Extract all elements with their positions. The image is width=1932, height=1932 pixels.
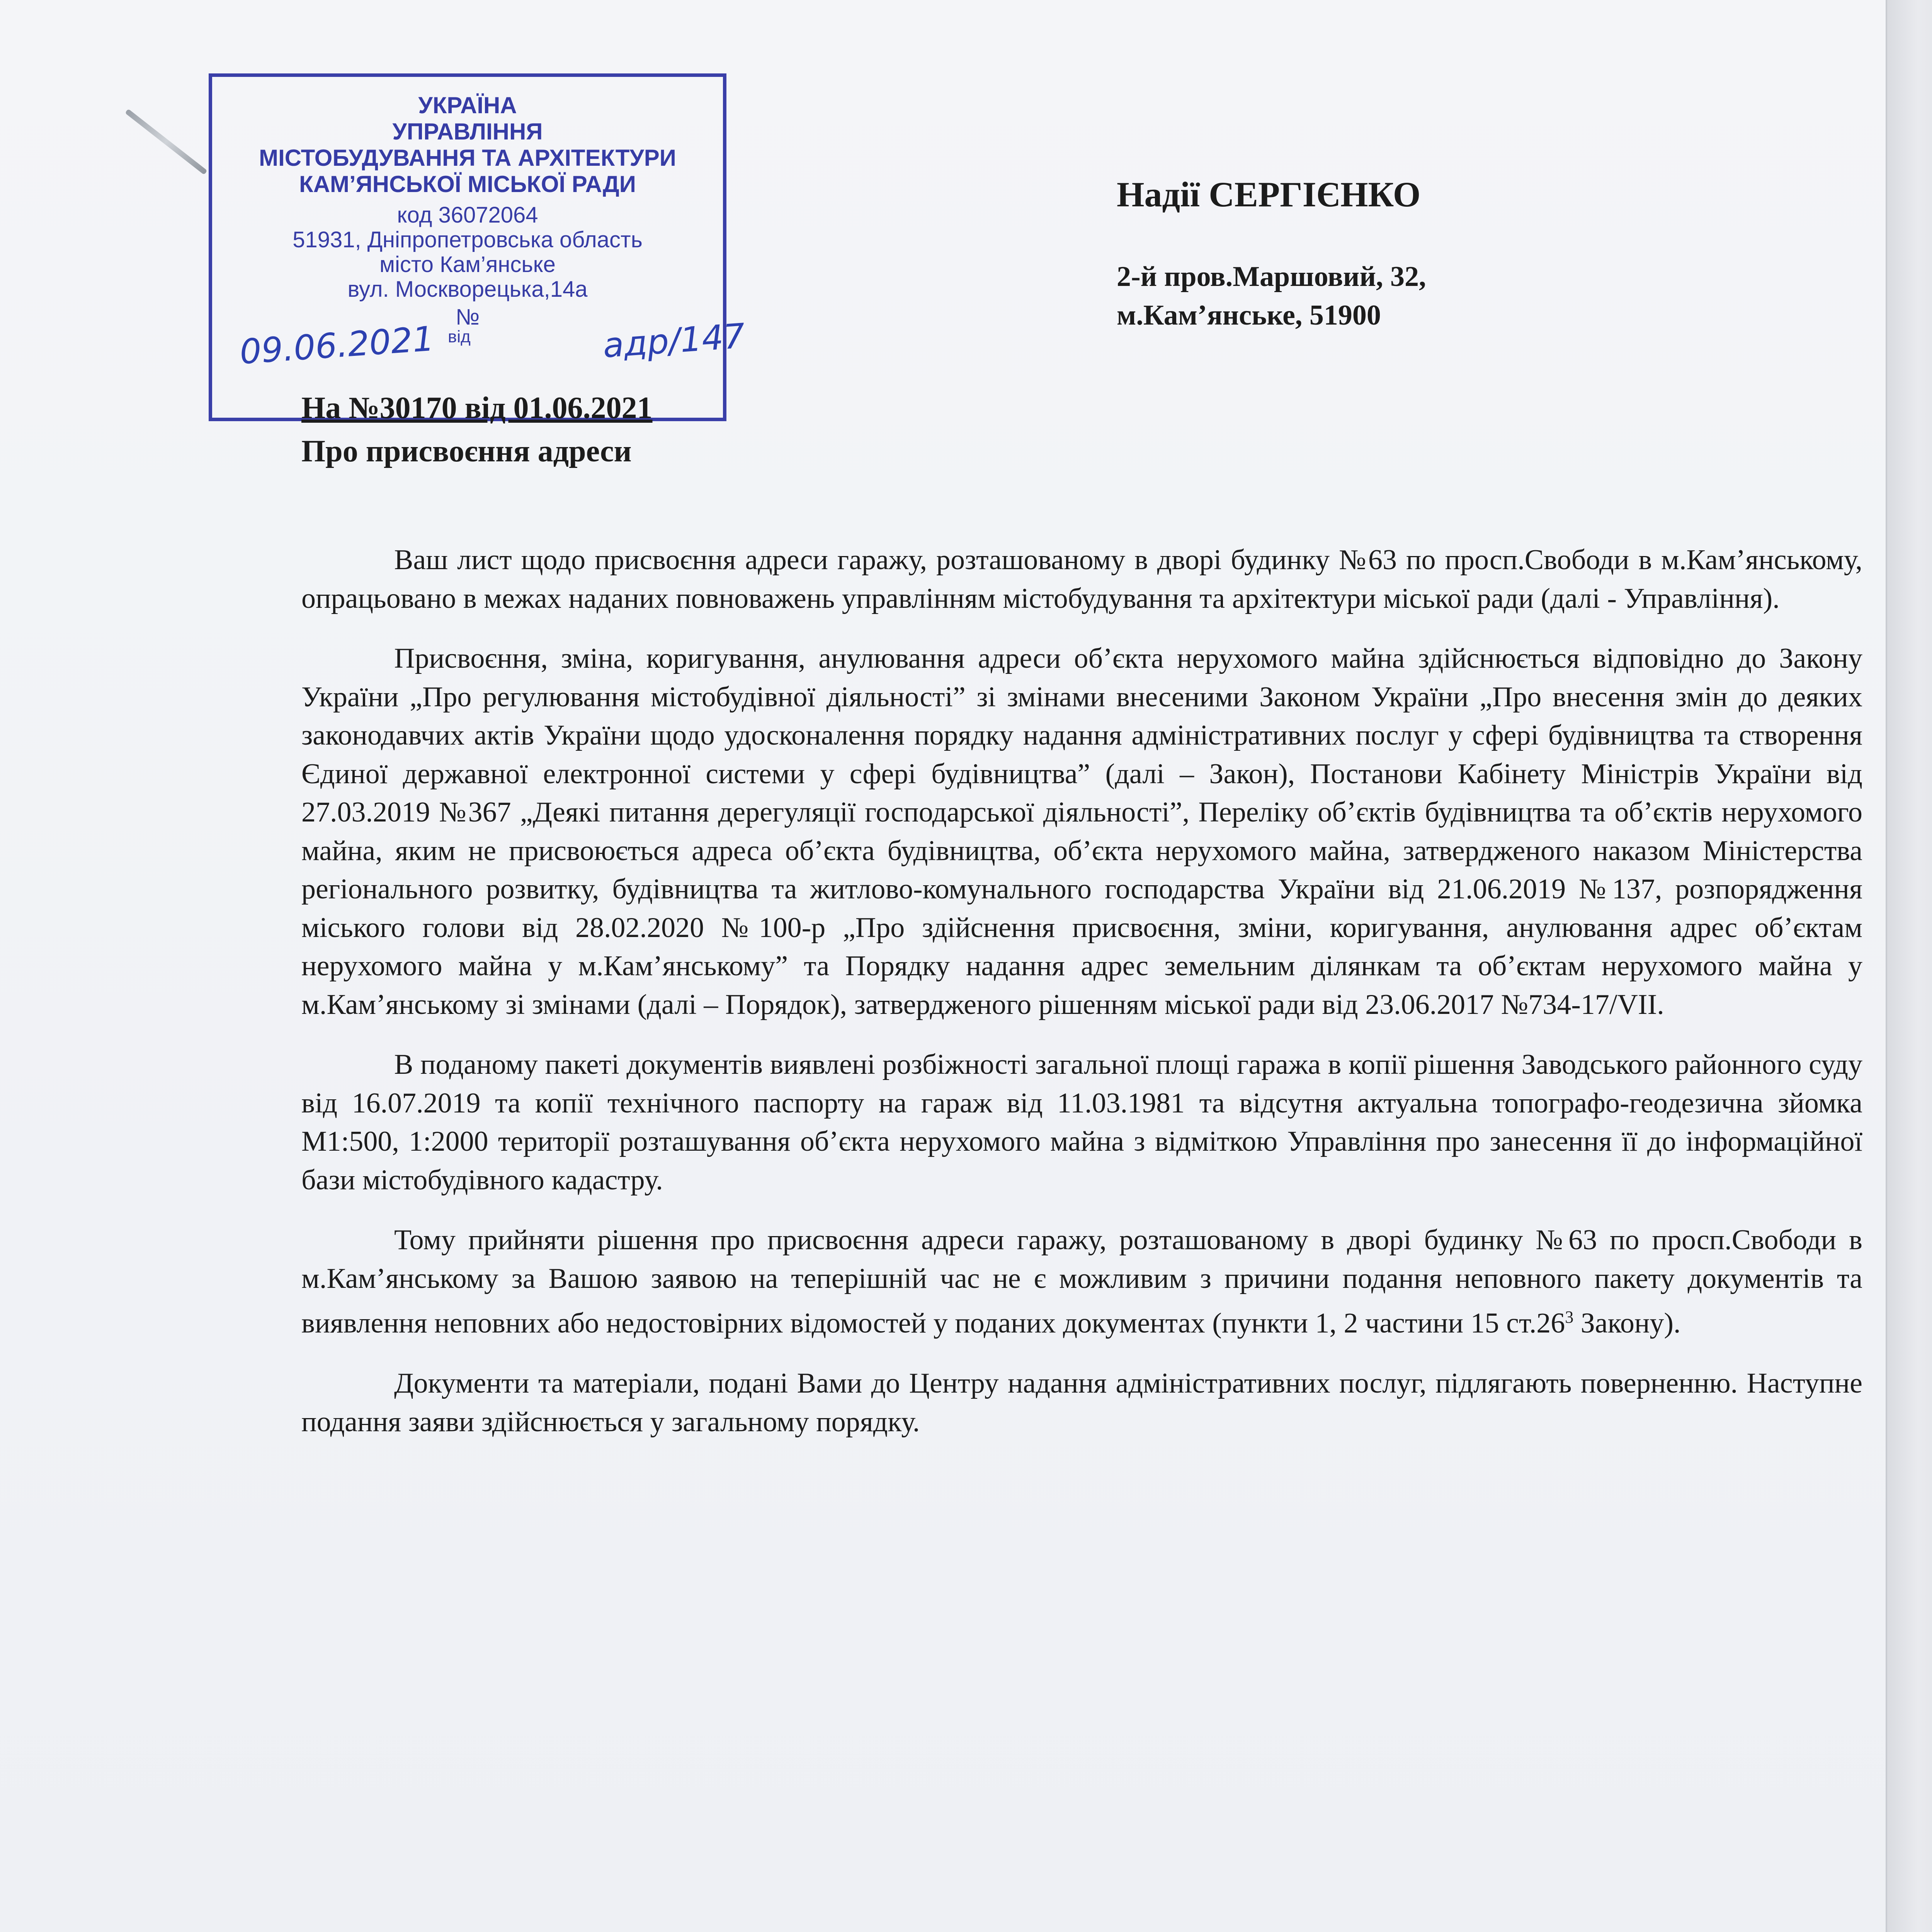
stamp-number-label: №	[456, 304, 480, 330]
stamp-line: УКРАЇНА	[418, 92, 517, 118]
reference-block	[301, 386, 653, 473]
stamp-code: код 36072064	[397, 202, 538, 228]
body-text-run: Закону).	[1573, 1307, 1681, 1339]
registration-stamp	[209, 73, 726, 421]
addressee-name: Надії СЕРГІЄНКО	[1117, 175, 1421, 214]
staple	[125, 109, 207, 175]
body-paragraph: Ваш лист щодо присвоєння адреси гаражу, розташованому в дворі будинку №63 по просп.Свободи в м.Кам’янському, опрацьовано в межах наданих повноважень управлінням містобудування та архітектури міської ради (далі - Управління).	[301, 544, 1862, 614]
stamp-address-line: місто Кам’янське	[379, 252, 556, 277]
addressee-address-line: 2-й пров.Маршовий, 32,	[1117, 261, 1426, 293]
stamp-line: КАМ’ЯНСЬКОЇ МІСЬКОЇ РАДИ	[299, 171, 636, 197]
body-paragraph: Документи та матеріали, подані Вами до Центру надання адміністративних послуг, підлягають поверненню. Наступне подання заяви здійснюється у загальному порядку.	[301, 1367, 1862, 1438]
stamp-address-line: вул. Москворецька,14а	[347, 277, 588, 302]
underlying-sheet-edge	[1886, 0, 1932, 1932]
stamp-from-label: від	[448, 327, 471, 346]
reference-line: На №30170 від 01.06.2021	[301, 391, 653, 425]
addressee-address-line: м.Кам’янське, 51900	[1117, 299, 1381, 331]
stamp-address-line: 51931, Дніпропетровська область	[293, 227, 643, 252]
body-paragraph	[301, 1221, 1862, 1343]
body-text-run: Тому прийняти рішення про присвоєння адреси гаражу, розташованому в дворі будинку №63 по просп.Свободи в м.Кам’янському за Вашою заявою на теперішній час не є можливим з причини подання неповного пакету документів та виявлення неповних або недостовірних відомостей у поданих документах (пункти 1, 2 частини 15 ст.26	[301, 1224, 1862, 1339]
body-paragraph: В поданому пакеті документів виявлені розбіжності загальної площі гаража в копії рішення Заводського районного суду від 16.07.2019 та копії технічного паспорту на гараж від 11.03.1981 та відсутня актуальна топографо-геодезична зйомка М1:500, 1:2000 території розташування об’єкта нерухомого майна з відміткою Управління про занесення її до інформаційної бази містобудівного кадастру.	[301, 1049, 1862, 1196]
letter-body	[301, 541, 1862, 1463]
article-superscript: 3	[1565, 1308, 1574, 1327]
subject-line: Про присвоєння адреси	[301, 434, 632, 468]
stamp-line: УПРАВЛІННЯ	[392, 119, 543, 145]
addressee-block	[1117, 174, 1658, 335]
body-paragraph: Присвоєння, зміна, коригування, анулювання адреси об’єкта нерухомого майна здійснюється відповідно до Закону України „Про регулювання містобудівної діяльності” зі змінами внесеними Законом України „Про внесення змін до деяких законодавчих актів України щодо удосконалення порядку надання адміністративних послуг у сфері будівництва та створення Єдиної державної електронної системи у сфері будівництва” (далі – Закон), Постанови Кабінету Міністрів України від 27.03.2019 №367 „Деякі питання дерегуляції господарської діяльності”, Переліку об’єктів будівництва та об’єктів нерухомого майна, яким не присвоюється адреса об’єкта будівництва, об’єкта нерухомого майна, затвердженого наказом Міністерства регіонального розвитку, будівництва та житлово-комунального господарства України від 21.06.2019 №137, розпорядження міського голови від 28.02.2020 №100-р „Про здійснення присвоєння, зміни, коригування, анулювання адрес об’єктам нерухомого майна у м.Кам’янському” та Порядку надання адрес земельним ділянкам та об’єктам нерухомого майна у м.Кам’янському зі змінами (далі – Порядок), затвердженого рішенням міської ради від 23.06.2017 №734-17/VII.	[301, 643, 1862, 1020]
handwritten-date: 09.06.2021	[238, 318, 435, 372]
handwritten-number: адр/147	[601, 316, 747, 366]
stamp-line: МІСТОБУДУВАННЯ ТА АРХІТЕКТУРИ	[259, 145, 676, 171]
addressee-address	[1117, 257, 1658, 335]
